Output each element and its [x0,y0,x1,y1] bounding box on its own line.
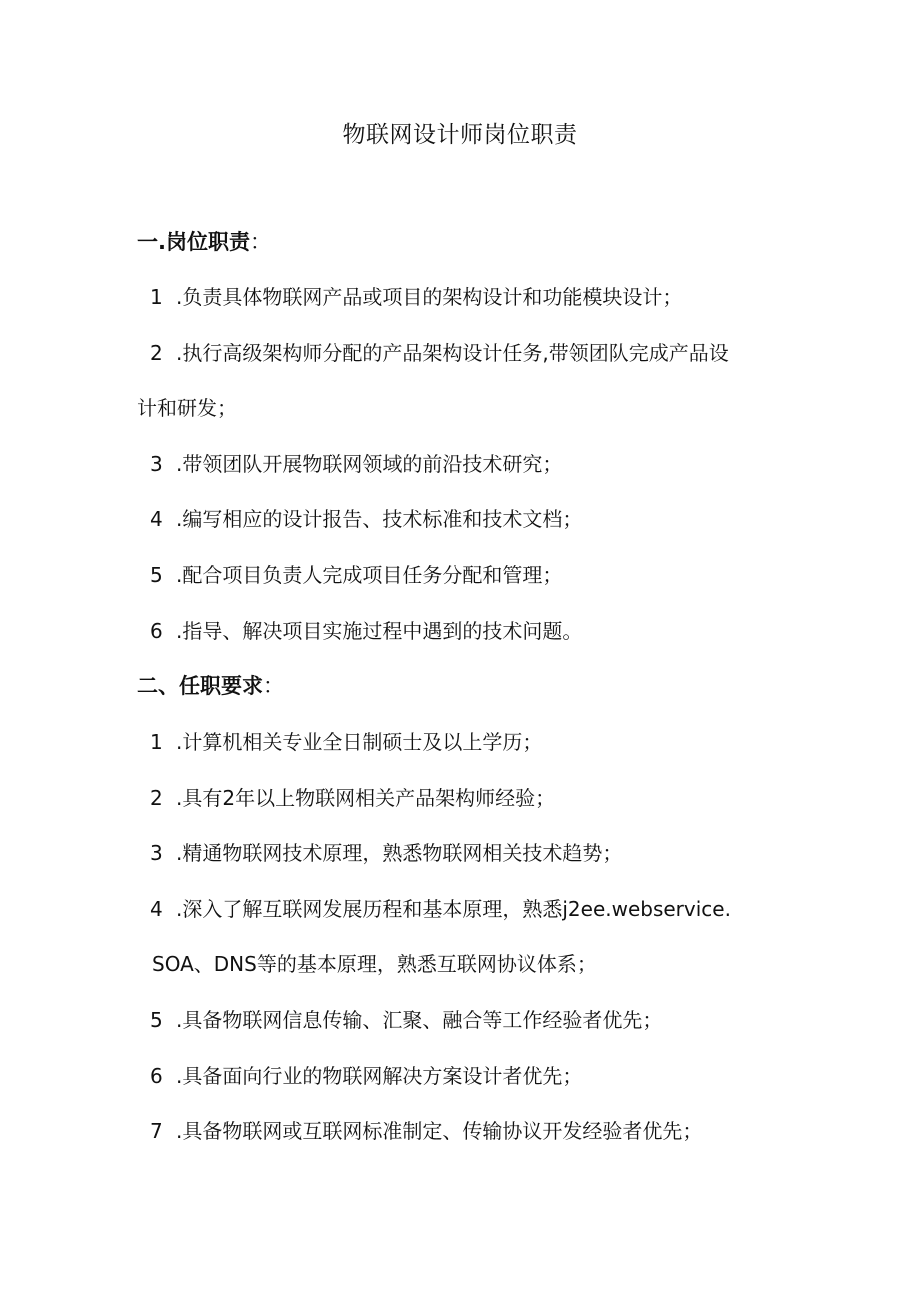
item-number: 1 [150,730,163,754]
item-text: .深入了解互联网发展历程和基本原理，熟悉j2ee.webservice. [176,897,731,921]
item-number: 1 [150,285,163,309]
list-item [150,1061,582,1091]
item-number: 6 [150,619,163,643]
section-heading-requirements [137,671,284,701]
item-text: .配合项目负责人完成项目任务分配和管理； [176,563,563,587]
list-item [150,504,582,534]
section-heading-colon: ： [249,230,271,254]
item-text: .具备面向行业的物联网解决方案设计者优先； [176,1064,583,1088]
list-item [150,783,555,813]
item-text: .计算机相关专业全日制硕士及以上学历； [176,730,543,754]
section-heading-text: 一.岗位职责 [137,230,250,254]
item-text: .具备物联网或互联网标准制定、传输协议开发经验者优先； [176,1119,703,1143]
page-title: 物联网设计师岗位职责 [342,122,578,148]
item-continuation: SOA、DNS等的基本原理，熟悉互联网协议体系； [152,952,597,976]
item-text: .负责具体物联网产品或项目的架构设计和功能模块设计； [176,285,683,309]
item-continuation: 计和研发； [137,396,237,420]
item-text: .编写相应的设计报告、技术标准和技术文档； [176,507,583,531]
item-text: .精通物联网技术原理，熟悉物联网相关技术趋势； [176,841,623,865]
item-number: 6 [150,1064,163,1088]
list-item [150,1116,702,1146]
item-text: .具备物联网信息传输、汇聚、融合等工作经验者优先； [176,1008,663,1032]
section-heading-text: 二、任职要求 [137,674,263,698]
item-number: 2 [150,786,163,810]
section-heading-colon: ： [263,674,284,698]
item-number: 3 [150,452,163,476]
item-number: 3 [150,841,163,865]
list-item [150,894,731,924]
list-item [150,560,562,590]
section-heading-responsibilities [137,227,271,257]
list-item [150,838,622,868]
item-text: .执行高级架构师分配的产品架构设计任务,带领团队完成产品设 [176,341,729,365]
list-item [150,616,582,646]
item-number: 5 [150,1008,163,1032]
item-text: .指导、解决项目实施过程中遇到的技术问题。 [176,619,583,643]
list-item [150,1005,662,1035]
item-number: 4 [150,507,163,531]
item-number: 4 [150,897,163,921]
list-item [150,282,682,312]
list-item [150,727,542,757]
item-number: 5 [150,563,163,587]
item-text: .带领团队开展物联网领域的前沿技术研究； [176,452,563,476]
list-item [150,338,729,368]
item-text: .具有2年以上物联网相关产品架构师经验； [176,786,556,810]
item-number: 7 [150,1119,163,1143]
item-number: 2 [150,341,163,365]
list-item [150,449,562,479]
